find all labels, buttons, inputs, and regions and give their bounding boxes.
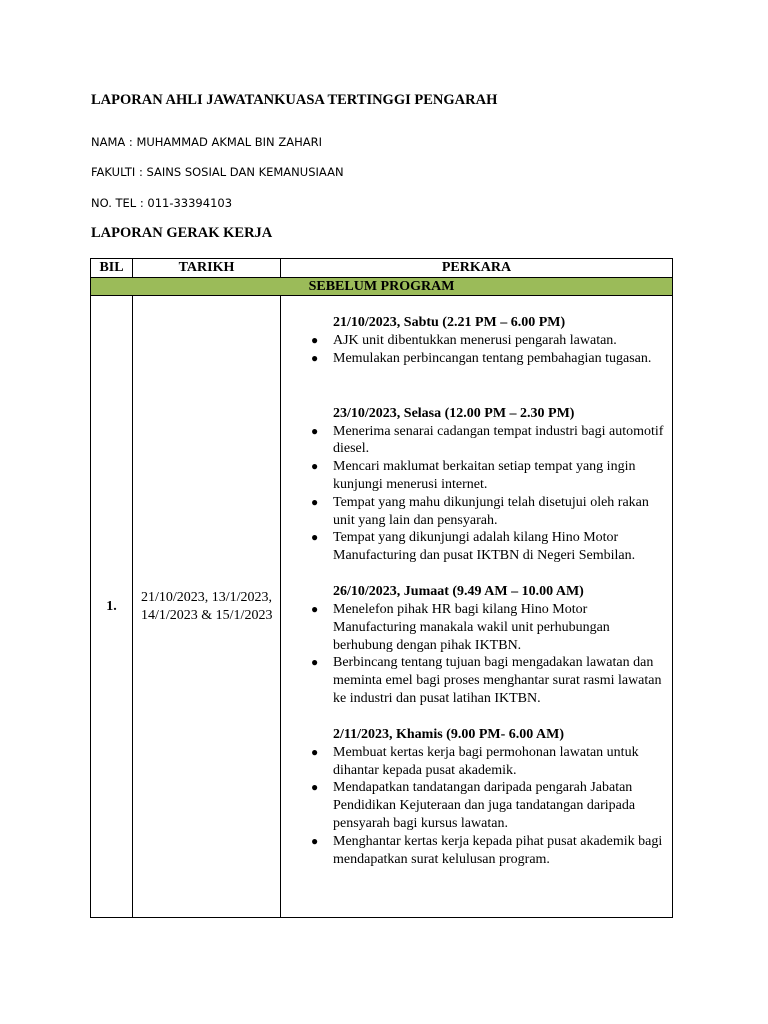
list-item: ● AJK unit dibentukkan menerusi pengarah lawatan. [311, 333, 617, 348]
work-report-table [90, 258, 673, 918]
name-line: NAMA : MUHAMMAD AKMAL BIN ZAHARI [91, 135, 322, 149]
bullet-icon: ● [311, 780, 319, 795]
header-tarikh: TARIKH [133, 259, 281, 278]
list-item: ● Tempat yang mahu dikunjungi telah disetujui oleh rakan unit yang lain dan pensyarah. [311, 494, 649, 528]
bullet-icon: ● [311, 601, 319, 616]
entry-points [281, 601, 666, 708]
entry-heading: 23/10/2023, Selasa (12.00 PM – 2.30 PM) [333, 405, 575, 421]
list-item: ● Menelefon pihak HR bagi kilang Hino Motor Manufacturing manakala wakil unit perhubungan berhubung dengan pihak IKTBN. [311, 601, 610, 653]
report-title: LAPORAN AHLI JAWATANKUASA TERTINGGI PENGARAH [91, 92, 498, 108]
section-label: SEBELUM PROGRAM [91, 278, 673, 296]
faculty-line: FAKULTI : SAINS SOSIAL DAN KEMANUSIAAN [91, 165, 344, 179]
entry-3 [281, 583, 666, 708]
entry-heading: 26/10/2023, Jumaat (9.49 AM – 10.00 AM) [333, 583, 584, 599]
bullet-icon: ● [311, 744, 319, 759]
header-bil: BIL [91, 259, 133, 278]
list-item: ● Memulakan perbincangan tentang pembahagian tugasan. [311, 350, 652, 366]
entry-points [281, 423, 666, 565]
list-item: ● Menerima senarai cadangan tempat industri bagi automotif diesel. [311, 423, 664, 457]
section-row [91, 278, 673, 296]
entry-2 [281, 405, 666, 565]
bullet-icon: ● [311, 494, 319, 509]
bullet-icon: ● [311, 333, 319, 347]
table-row [91, 296, 673, 918]
work-report-subtitle: LAPORAN GERAK KERJA [91, 225, 273, 241]
list-item: ● Tempat yang dikunjungi adalah kilang Hino Motor Manufacturing dan pusat IKTBN di Negeri Sembilan. [311, 530, 636, 564]
row-details [281, 296, 673, 918]
phone-line: NO. TEL : 011-33394103 [91, 196, 233, 210]
bullet-icon: ● [311, 350, 319, 365]
bullet-icon: ● [311, 423, 319, 438]
entry-points [281, 744, 666, 869]
list-item: ● Berbincang tentang tujuan bagi mengadakan lawatan dan meminta emel bagi proses menghantar surat rasmi lawatan ke industri dan pusat latihan IKTBN. [311, 655, 662, 706]
entry-4 [281, 726, 666, 869]
list-item: ● Mencari maklumat berkaitan setiap tempat yang ingin kunjungi menerusi internet. [311, 459, 636, 492]
entry-heading: 21/10/2023, Sabtu (2.21 PM – 6.00 PM) [333, 315, 566, 330]
bullet-icon: ● [311, 655, 319, 670]
bullet-icon: ● [311, 530, 319, 545]
entry-1 [281, 314, 666, 368]
bullet-icon: ● [311, 459, 319, 474]
list-item: ● Mendapatkan tandatangan daripada pengarah Jabatan Pendidikan Kejuteraan dan juga tandatangan daripada pensyarah bagi kursus lawatan. [311, 780, 636, 831]
entry-points [281, 332, 666, 368]
entry-heading: 2/11/2023, Khamis (9.00 PM- 6.00 AM) [333, 726, 564, 742]
table-header-row [91, 259, 673, 278]
header-perkara: PERKARA [281, 259, 673, 278]
row-dates: 21/10/2023, 13/1/2023, 14/1/2023 & 15/1/2023 [133, 296, 281, 918]
row-number: 1. [91, 296, 133, 918]
list-item: ● Membuat kertas kerja bagi permohonan lawatan untuk dihantar kepada pusat akademik. [311, 744, 639, 778]
bullet-icon: ● [311, 833, 319, 848]
list-item: ● Menghantar kertas kerja kepada pihat pusat akademik bagi mendapatkan surat kelulusan program. [311, 833, 663, 867]
